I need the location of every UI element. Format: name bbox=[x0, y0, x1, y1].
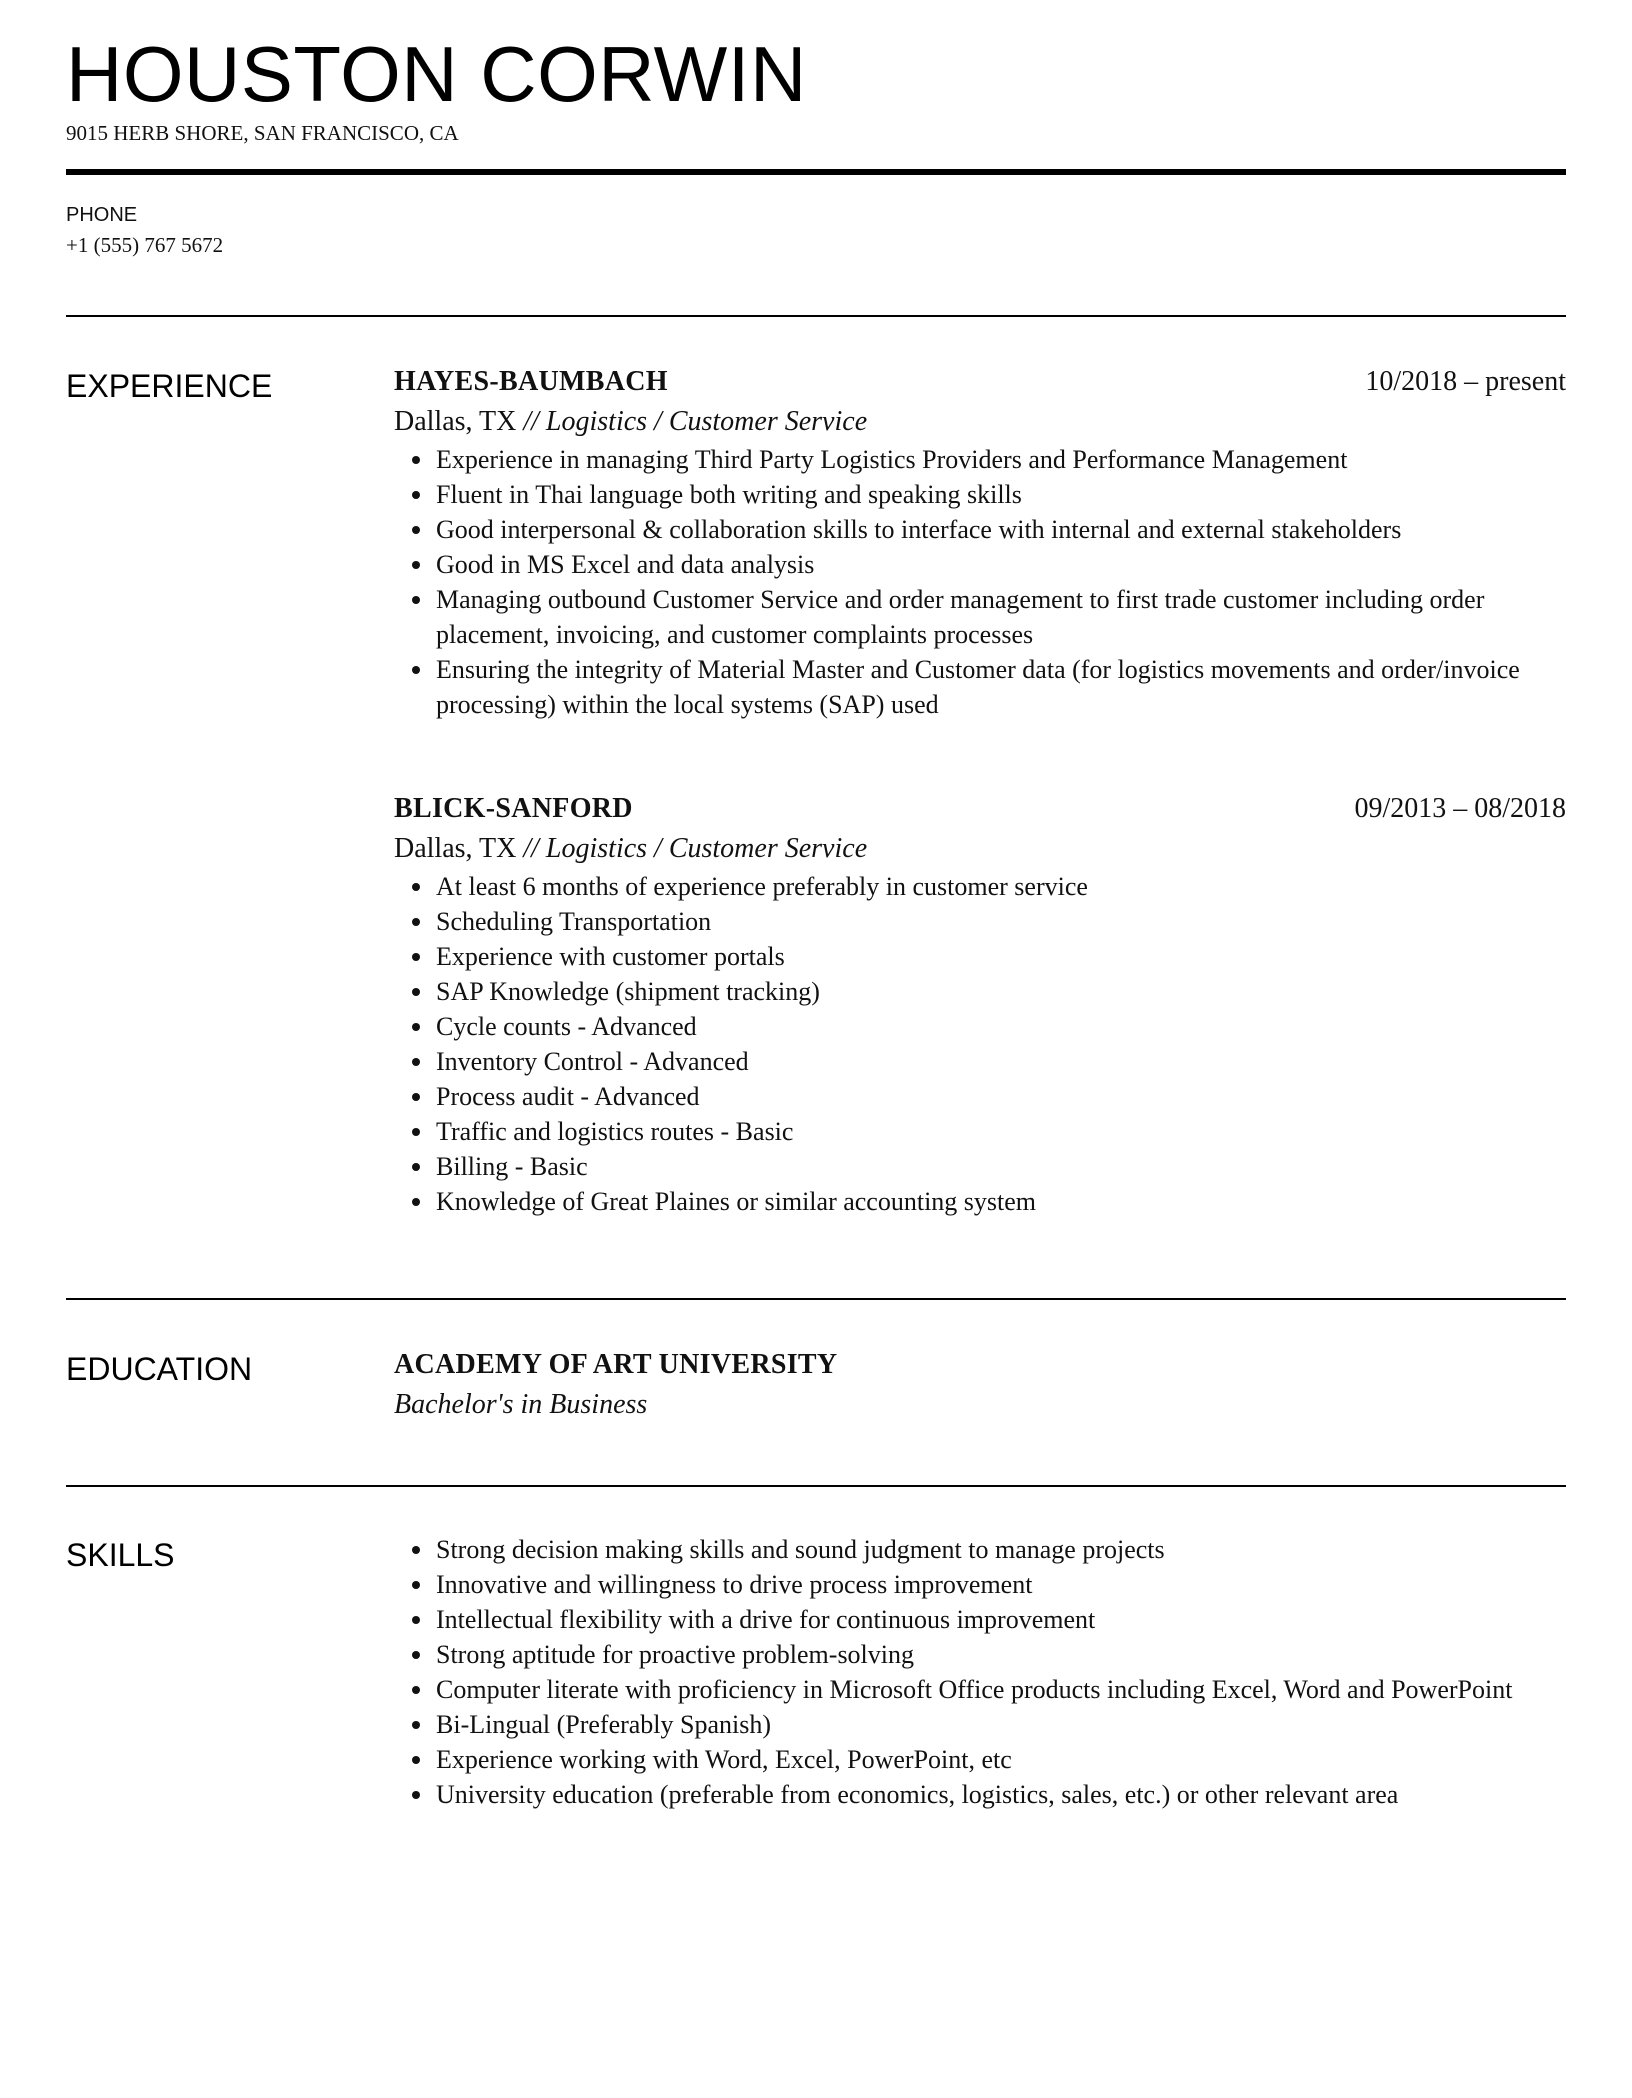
education-entry bbox=[394, 1345, 1566, 1425]
job-role: Logistics / Customer Service bbox=[545, 406, 868, 437]
job-meta bbox=[394, 402, 1566, 442]
job-separator: // bbox=[523, 406, 539, 437]
candidate-name: HOUSTON CORWIN bbox=[66, 30, 807, 118]
skill-item: Bi-Lingual (Preferably Spanish) bbox=[394, 1707, 1566, 1742]
section-divider bbox=[66, 315, 1566, 317]
skill-item: Innovative and willingness to drive process improvement bbox=[394, 1567, 1566, 1602]
header-divider bbox=[66, 169, 1566, 175]
job-bullet: Good interpersonal & collaboration skills to interface with internal and external stakeholders bbox=[394, 512, 1566, 547]
section-divider bbox=[66, 1485, 1566, 1487]
candidate-address: 9015 HERB SHORE, SAN FRANCISCO, CA bbox=[66, 121, 459, 145]
skill-item: Computer literate with proficiency in Microsoft Office products including Excel, Word and PowerPoint bbox=[394, 1672, 1566, 1707]
section-divider bbox=[66, 1298, 1566, 1300]
job-bullet: Fluent in Thai language both writing and speaking skills bbox=[394, 477, 1566, 512]
job-bullet: Billing - Basic bbox=[394, 1149, 1566, 1184]
job-bullet: Process audit - Advanced bbox=[394, 1079, 1566, 1114]
job-bullet: Experience with customer portals bbox=[394, 939, 1566, 974]
job-separator: // bbox=[523, 833, 539, 864]
phone-label: PHONE bbox=[66, 204, 138, 226]
phone-number: +1 (555) 767 5672 bbox=[66, 233, 224, 257]
job-bullet-list bbox=[394, 869, 1566, 1219]
skills-list bbox=[394, 1532, 1566, 1812]
job-company: HAYES-BAUMBACH bbox=[394, 366, 668, 397]
experience-section-title: EXPERIENCE bbox=[66, 368, 273, 404]
job-bullet: Ensuring the integrity of Material Master and Customer data (for logistics movements and order/invoice processing) within the local systems (SAP) used bbox=[394, 652, 1566, 722]
skills-entry bbox=[394, 1532, 1566, 1812]
job-bullet: Knowledge of Great Plaines or similar accounting system bbox=[394, 1184, 1566, 1219]
job-meta bbox=[394, 829, 1566, 869]
skills-section-title: SKILLS bbox=[66, 1537, 175, 1573]
job-bullet: Traffic and logistics routes - Basic bbox=[394, 1114, 1566, 1149]
job-role: Logistics / Customer Service bbox=[545, 833, 868, 864]
degree: Bachelor's in Business bbox=[394, 1389, 648, 1420]
job-bullet: Managing outbound Customer Service and order management to first trade customer including order placement, invoicing, and customer complaints processes bbox=[394, 582, 1566, 652]
skill-item: Intellectual flexibility with a drive for continuous improvement bbox=[394, 1602, 1566, 1637]
job-entry bbox=[394, 362, 1566, 722]
job-bullet: Cycle counts - Advanced bbox=[394, 1009, 1566, 1044]
job-bullet: SAP Knowledge (shipment tracking) bbox=[394, 974, 1566, 1009]
job-dates: 10/2018 – present bbox=[1365, 366, 1566, 397]
job-bullet: At least 6 months of experience preferably in customer service bbox=[394, 869, 1566, 904]
school-name: ACADEMY OF ART UNIVERSITY bbox=[394, 1349, 838, 1380]
job-bullet: Scheduling Transportation bbox=[394, 904, 1566, 939]
skill-item: Strong aptitude for proactive problem-solving bbox=[394, 1637, 1566, 1672]
job-dates: 09/2013 – 08/2018 bbox=[1354, 793, 1566, 824]
job-location: Dallas, TX bbox=[394, 406, 517, 437]
job-bullet: Inventory Control - Advanced bbox=[394, 1044, 1566, 1079]
skill-item: Strong decision making skills and sound judgment to manage projects bbox=[394, 1532, 1566, 1567]
skill-item: Experience working with Word, Excel, PowerPoint, etc bbox=[394, 1742, 1566, 1777]
job-company: BLICK-SANFORD bbox=[394, 793, 633, 824]
job-entry bbox=[394, 789, 1566, 1219]
job-bullet: Good in MS Excel and data analysis bbox=[394, 547, 1566, 582]
skill-item: University education (preferable from economics, logistics, sales, etc.) or other relevant area bbox=[394, 1777, 1566, 1812]
job-bullet: Experience in managing Third Party Logistics Providers and Performance Management bbox=[394, 442, 1566, 477]
job-location: Dallas, TX bbox=[394, 833, 517, 864]
education-section-title: EDUCATION bbox=[66, 1351, 253, 1387]
job-bullet-list bbox=[394, 442, 1566, 722]
